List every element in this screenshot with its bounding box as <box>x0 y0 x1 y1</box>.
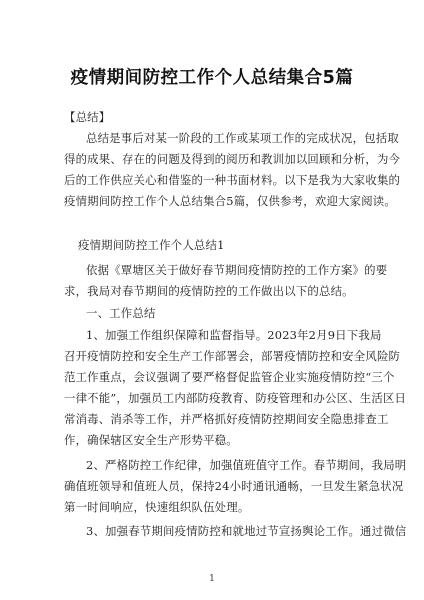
body-line: 常消毒、消杀等工作，并严格抓好疫情防控期间安全隐患排查工 <box>64 412 389 426</box>
body-line: 作，确保辖区安全生产形势平稳。 <box>64 433 238 447</box>
intro-line: 后的工作供应关心和借鉴的一种书面材料。以下是我为大家收集的 <box>64 173 401 187</box>
body-line: 范工作重点，会议强调了要严格督促监管企业实施疫情防控“三个 <box>64 370 395 384</box>
body-line: 依据《覃塘区关于做好春节期间疫情防控的工作方案》的要 <box>86 263 388 277</box>
body-line: 第一时间响应，快速组织队伍处理。 <box>64 500 250 514</box>
section-heading: 疫情期间防控工作个人总结1 <box>78 238 225 252</box>
intro-line: 疫情期间防控工作个人总结集合5篇，仅供参考，欢迎大家阅读。 <box>64 194 396 208</box>
document-title: 疫情期间防控工作个人总结集合5篇 <box>70 68 354 88</box>
body-line: 3、加强春节期间疫情防控和就地过节宣扬舆论工作。通过微信 <box>86 524 407 538</box>
body-line: 确值班领导和值班人员，保持24小时通讯通畅，一旦发生紧急状况 <box>64 479 404 493</box>
body-line: 1、加强工作组织保障和监督指导。2023年2月9日下我局 <box>86 328 382 342</box>
intro-line: 总结是事后对某一阶段的工作或某项工作的完成状况，包括取 <box>86 131 399 145</box>
body-line: 2、严格防控工作纪律，加强值班值守工作。春节期间，我局明 <box>86 458 407 472</box>
intro-label: 【总结】 <box>64 110 111 124</box>
subheading: 一、工作总结 <box>86 306 156 320</box>
body-line: 求，我局对春节期间的疫情防控的工作做出以下的总结。 <box>64 284 354 298</box>
page-number: 1 <box>209 574 215 584</box>
body-line: 一律不能”，加强员工内部防疫教育、防疫管理和办公区、生活区日 <box>64 391 407 405</box>
body-line: 召开疫情防控和安全生产工作部署会，部署疫情防控和安全风险防 <box>64 349 401 363</box>
intro-line: 得的成果、存在的问题及得到的阅历和教训加以回顾和分析，为今 <box>64 152 401 166</box>
